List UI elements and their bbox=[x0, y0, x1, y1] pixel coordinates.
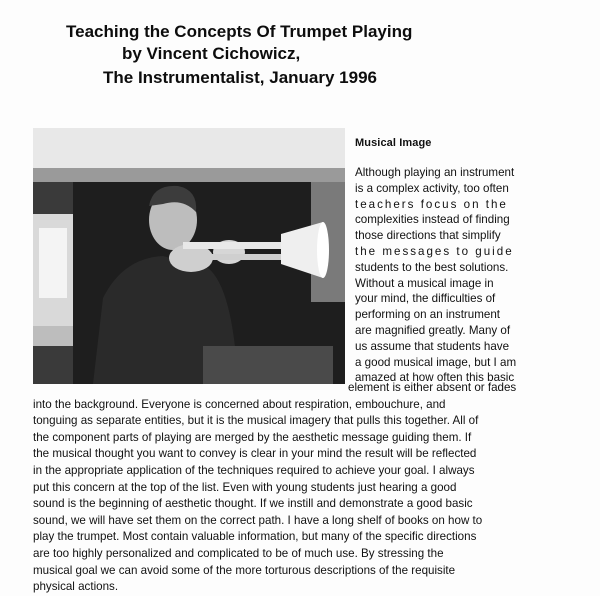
text-line: element is either absent or fades bbox=[348, 381, 517, 394]
text-line: students to the best solutions. bbox=[355, 260, 509, 274]
text-line: the messages to guide bbox=[355, 244, 514, 258]
text-line: Although playing an instrument bbox=[355, 166, 515, 179]
text-line: complexities instead of finding bbox=[355, 213, 510, 227]
text-line: a good musical image, but I am bbox=[355, 355, 517, 369]
text-line: are too highly personalized and complicated to be of much use. By stressing the bbox=[33, 546, 444, 560]
text-line: are magnified greatly. Many of bbox=[355, 323, 511, 337]
text-line: physical actions. bbox=[33, 580, 119, 594]
text-line: amazed at how often this basic bbox=[355, 371, 515, 385]
side-paragraph bbox=[355, 165, 541, 386]
text-line: put this concern at the top of the list. Even with young students just hearing a good bbox=[33, 480, 457, 494]
text-line: the component parts of playing are merged by the aesthetic message guiding them. If bbox=[33, 430, 472, 444]
text-line: performing on an instrument bbox=[355, 308, 500, 322]
trumpet-player-photo bbox=[33, 128, 345, 384]
text-line: the musical thought you want to convey is clear in your mind the result will be reflected bbox=[33, 447, 477, 461]
title-line-1: Teaching the Concepts Of Trumpet Playing bbox=[66, 22, 413, 41]
text-line: sound, we will have set them on the correct path. I have a long shelf of books on how to bbox=[33, 513, 483, 527]
text-line: sound is the beginning of aesthetic thought. If we instill and demonstrate a good basic bbox=[33, 497, 473, 511]
text-line: play the trumpet. Most contain valuable information, but many of the specific directions bbox=[33, 530, 477, 544]
text-line: tonguing as separate entities, but it is the musical imagery that pulls this together. All of bbox=[33, 414, 479, 428]
text-line: in the appropriate application of the techniques required to achieve your goal. I always bbox=[33, 463, 475, 477]
text-line: Without a musical image in bbox=[355, 276, 494, 290]
title-line-3: The Instrumentalist, January 1996 bbox=[103, 68, 377, 87]
section-heading: Musical Image bbox=[355, 137, 432, 149]
text-line: your mind, the difficulties of bbox=[355, 292, 496, 306]
text-line: teachers focus on the bbox=[355, 197, 508, 211]
text-line: us assume that students have bbox=[355, 339, 510, 353]
text-line: into the background. Everyone is concerned about respiration, embouchure, and bbox=[33, 397, 446, 411]
full-paragraph bbox=[33, 380, 543, 596]
text-line: those directions that simplify bbox=[355, 229, 501, 243]
title-line-2: by Vincent Cichowicz, bbox=[122, 44, 301, 63]
text-line: is a complex activity, too often bbox=[355, 181, 509, 195]
text-line: musical goal we can avoid some of the more torturous descriptions of the requisite bbox=[33, 563, 456, 577]
